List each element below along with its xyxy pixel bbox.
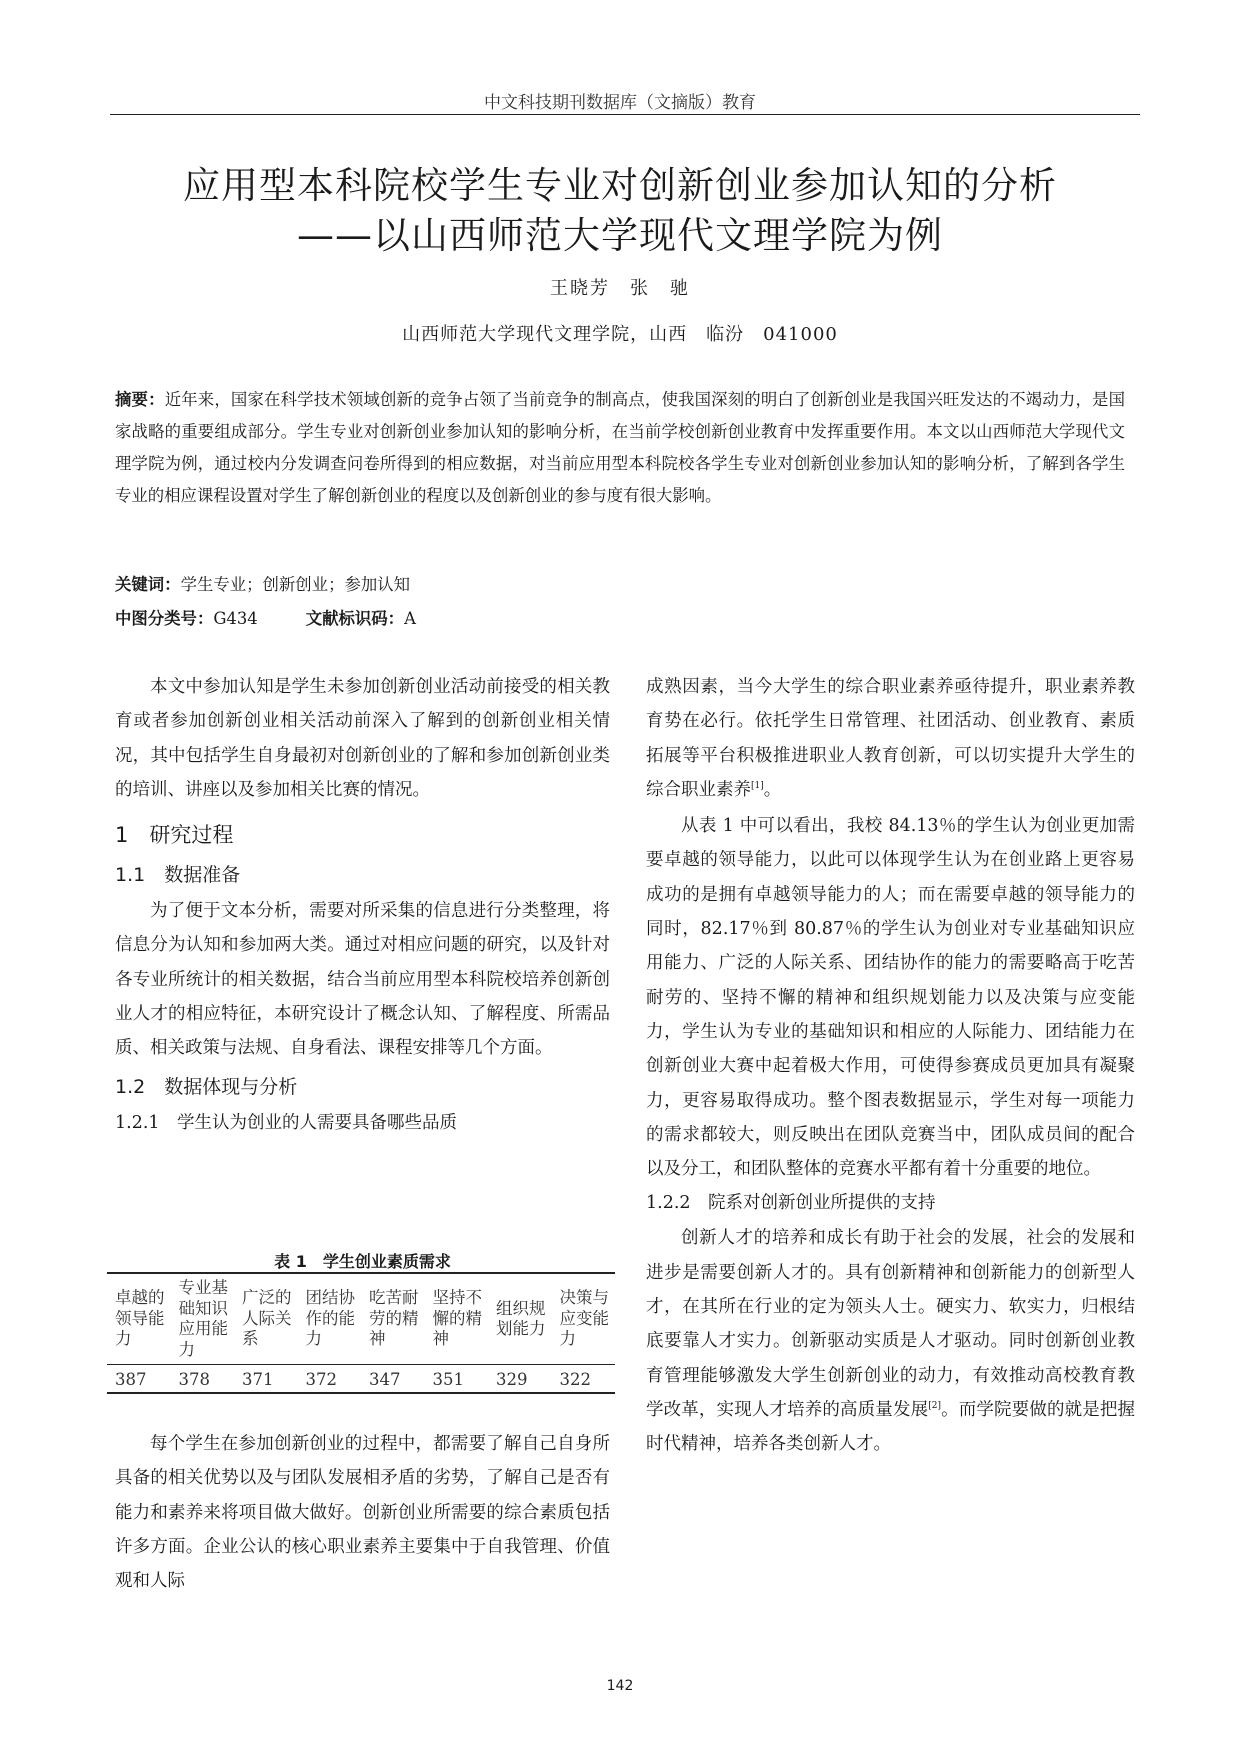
support-text: 创新人才的培养和成长有助于社会的发展，社会的发展和进步是需要创新人才的。具有创新精神和创新能力的创新型人才，在其所在行业的定为领头人士。硬实力、软实力，归根结底要靠人才实力。创新驱动实质是人才驱动。同时创新创业教育管理能够激发大学生创新创业的动力，有效推动高校教育教学改革，实现人才培养的高质量发展: [646, 1228, 1135, 1420]
table-cell: 378: [171, 1365, 235, 1394]
table-cell: 347: [361, 1365, 425, 1394]
data-prep-paragraph: 为了便于文本分析，需要对所采集的信息进行分类整理，将信息分为认知和参加两大类。通过对相应问题的研究，以及针对各专业所统计的相关数据，结合当前应用型本科院校培养创新创业人才的相应特征，本研究设计了概念认知、了解程度、所需品质、相关政策与法规、自身看法、课程安排等几个方面。: [115, 901, 610, 1059]
citation-2: [2]: [928, 1401, 941, 1412]
left-column-bottom: [115, 1427, 610, 1598]
left-column-top: [115, 670, 610, 1140]
table-cell: 329: [488, 1365, 552, 1394]
table-header-cell: 组织规划能力: [488, 1273, 552, 1365]
table-cell: 351: [425, 1365, 489, 1394]
intro-paragraph: 本文中参加认知是学生未参加创新创业活动前接受的相关教育或者参加创新创业相关活动前深入了解到的创新创业相关情况，其中包括学生自身最初对创新创业的了解和参加创新创业类的培训、讲座以及参加相关比赛的情况。: [115, 677, 610, 800]
classification: [115, 605, 416, 629]
table-header-cell: 团结协作的能力: [298, 1273, 362, 1365]
table-header-cell: 专业基础知识应用能力: [171, 1273, 235, 1365]
page-number: 142: [606, 1678, 634, 1694]
section-heading-1-2-2: 1.2.2 院系对创新创业所提供的支持: [646, 1193, 936, 1214]
journal-header: 中文科技期刊数据库（文摘版）教育: [484, 93, 756, 113]
abstract: [115, 384, 1125, 512]
continued-text: 成熟因素，当今大学生的综合职业素养亟待提升，职业素养教育势在必行。依托学生日常管理、社团活动、创业教育、素质拓展等平台积极推进职业人教育创新，可以切实提升大学生的综合职业素养: [646, 677, 1135, 800]
continued-paragraph: [646, 670, 1135, 807]
keywords-text: 学生专业；创新创业；参加认知: [180, 575, 411, 594]
affiliation: 山西师范大学现代文理学院，山西 临汾 041000: [402, 324, 838, 345]
table-header-cell: 吃苦耐劳的精神: [361, 1273, 425, 1365]
paper-title: 应用型本科院校学生专业对创新创业参加认知的分析: [183, 164, 1057, 207]
header-rule: [110, 114, 1140, 115]
table-row: [107, 1365, 615, 1394]
table-cell: 372: [298, 1365, 362, 1394]
qualities-table: [107, 1272, 615, 1394]
section-heading-1: 1 研究过程: [115, 823, 234, 848]
keywords: [115, 571, 410, 595]
doc-code-label: 文献标识码：: [305, 609, 405, 628]
table-cell: 387: [107, 1365, 171, 1394]
abstract-label: 摘要：: [115, 390, 165, 409]
right-column: [646, 670, 1135, 1462]
table-analysis-paragraph: 从表 1 中可以看出，我校 84.13％的学生认为创业更加需要卓越的领导能力，以此可以体现学生认为在创业路上更容易成功的是拥有卓越领导能力的人；而在需要卓越的领导能力的同时，82.17％到 80.87％的学生认为创业对专业基础知识应用能力、广泛的人际关系、团结协作的能力的需要略高于吃苦耐劳的、坚持不懈的精神和组织规划能力以及决策与应变能力，学生认为专业的基础知识和相应的人际能力、团结能力在创新创业大赛中起着极大作用，可使得参赛成员更加具有凝聚力，更容易取得成功。整个图表数据显示，学生对每一项能力的需求都较大，则反映出在团队竞赛当中，团队成员间的配合以及分工，和团队整体的竞赛水平都有着十分重要的地位。: [646, 816, 1135, 1180]
table-cell: 371: [234, 1365, 298, 1394]
section-heading-1-2-1: 1.2.1 学生认为创业的人需要具备哪些品质: [115, 1112, 458, 1133]
table-header-cell: 坚持不懈的精神: [425, 1273, 489, 1365]
doc-code-value: A: [404, 609, 416, 628]
after-table-paragraph: 每个学生在参加创新创业的过程中，都需要了解自己自身所具备的相关优势以及与团队发展相矛盾的劣势，了解自己是否有能力和素养来将项目做大做好。创新创业所需要的综合素质包括许多方面。企业公认的核心职业素养主要集中于自我管理、价值观和人际: [115, 1434, 610, 1592]
table-header-cell: 卓越的领导能力: [107, 1273, 171, 1365]
table-header-cell: 决策与应变能力: [552, 1273, 616, 1365]
table-caption: 表 1 学生创业素质需求: [274, 1252, 451, 1271]
table-header-cell: 广泛的人际关系: [234, 1273, 298, 1365]
support-end: 。而学院要做的就是把握时代精神，培养各类创新人才。: [646, 1399, 1136, 1455]
abstract-text: 近年来，国家在科学技术领域创新的竞争占领了当前竞争的制高点，使我国深刻的明白了创新创业是我国兴旺发达的不竭动力，是国家战略的重要组成部分。学生专业对创新创业参加认知的影响分析，在当前学校创新创业教育中发挥重要作用。本文以山西师范大学现代文理学院为例，通过校内分发调查问卷所得到的相应数据，对当前应用型本科院校各学生专业对创新创业参加认知的影响分析，了解到各学生专业的相应课程设置对学生了解创新创业的程度以及创新创业的参与度有很大影响。: [115, 390, 1126, 505]
section-heading-1-2: 1.2 数据体现与分析: [115, 1075, 298, 1098]
section-heading-1-1: 1.1 数据准备: [115, 864, 241, 887]
paper-subtitle: ——以山西师范大学现代文理学院为例: [297, 214, 943, 257]
authors: 王晓芳 张 驰: [550, 278, 690, 299]
citation-1: [1]: [751, 781, 764, 792]
keywords-label: 关键词：: [115, 575, 181, 594]
table-cell: 322: [552, 1365, 616, 1394]
continued-end: 。: [763, 779, 782, 800]
clc-label: 中图分类号：: [115, 609, 214, 628]
support-paragraph: [646, 1221, 1135, 1461]
clc-value: G434: [213, 609, 258, 628]
table-header-row: [107, 1273, 615, 1365]
